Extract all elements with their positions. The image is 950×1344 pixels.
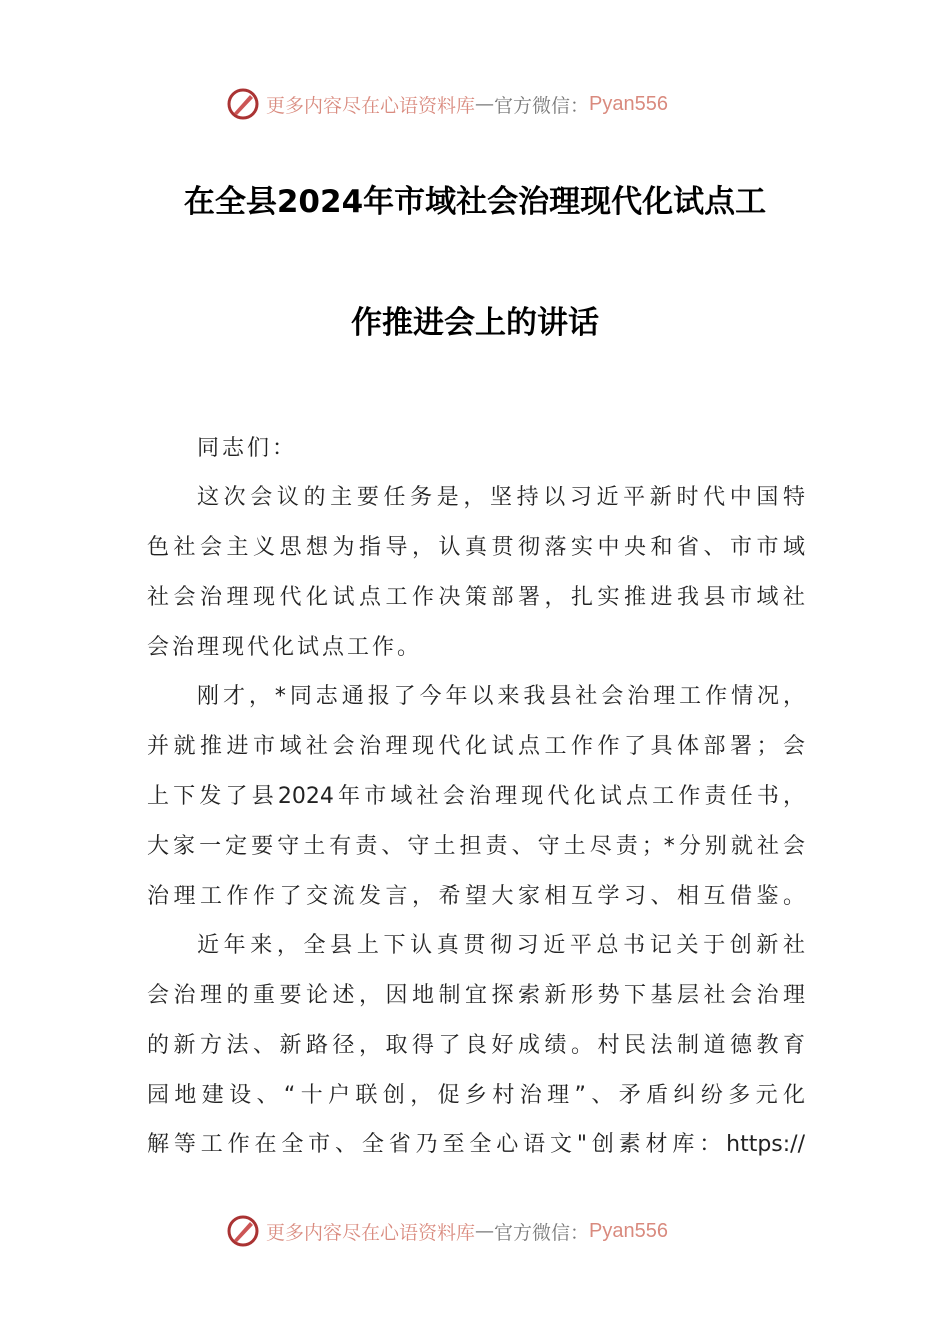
body-line: 解等工作在全市、全省乃至全心语文"创素材库：https:// [147,1132,805,1157]
body-line: 同志们： [197,436,298,461]
body-line: 社会治理现代化试点工作决策部署，扎实推进我县市域社 [147,585,805,610]
body-line: 上下发了县2024年市域社会治理现代化试点工作责任书， [147,784,805,809]
watermark-sep: — [475,93,495,115]
watermark-label: 官方微信： [494,94,590,117]
watermark-id: Pyan556 [589,92,668,115]
body-line: 会治理的重要论述，因地制宜探索新形势下基层社会治理 [147,983,805,1008]
watermark-footer [226,1211,668,1251]
body-line: 的新方法、新路径，取得了良好成绩。村民法制道德教育 [147,1033,805,1058]
body-line: 色社会主义思想为指导，认真贯彻落实中央和省、市市域 [147,535,805,560]
watermark-label: 官方微信： [494,1221,590,1244]
doc-title-line-2: 作推进会上的讲话 [351,305,599,341]
body-line: 刚才，*同志通报了今年以来我县社会治理工作情况， [197,684,805,709]
pen-logo-icon [226,1214,260,1248]
body-line: 这次会议的主要任务是，坚持以习近平新时代中国特 [197,485,805,510]
watermark-id: Pyan556 [589,1219,668,1242]
body-line: 治理工作作了交流发言，希望大家相互学习、相互借鉴。 [147,884,805,909]
body-line: 园地建设、“十户联创，促乡村治理”、矛盾纠纷多元化 [147,1083,805,1108]
watermark-site: 更多内容尽在心语资料库 [266,94,476,117]
watermark-site: 更多内容尽在心语资料库 [266,1221,476,1244]
body-line: 近年来，全县上下认真贯彻习近平总书记关于创新社 [197,933,805,958]
pen-logo-icon [226,87,260,121]
body-line: 并就推进市域社会治理现代化试点工作作了具体部署；会 [147,734,805,759]
body-line: 会治理现代化试点工作。 [147,635,423,660]
watermark-header [226,84,668,124]
doc-title-line-1: 在全县2024年市域社会治理现代化试点工 [183,184,767,220]
body-line: 大家一定要守土有责、守土担责、守土尽责；*分别就社会 [147,834,805,859]
watermark-sep: — [475,1220,495,1242]
